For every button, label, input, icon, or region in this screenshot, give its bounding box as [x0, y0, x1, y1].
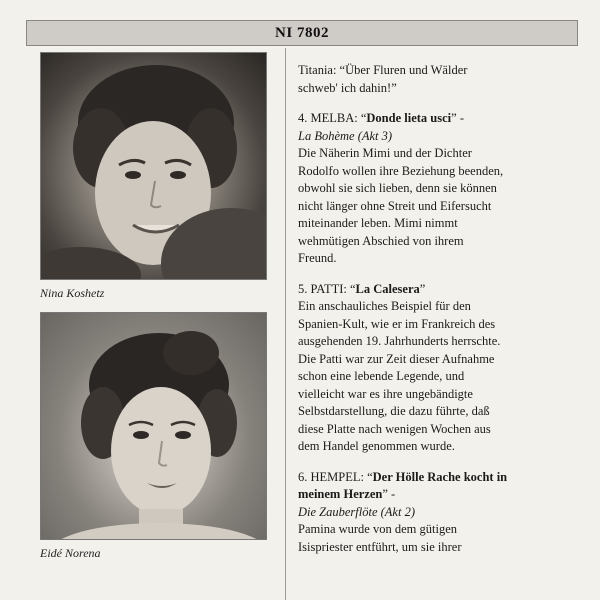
catalog-header: [26, 20, 578, 46]
track-title-cont: meinem Herzen: [298, 487, 383, 501]
body-line: Selbstdarstellung, die dazu führte, daß: [298, 404, 490, 418]
photo-caption: Eidé Norena: [40, 546, 101, 560]
track-suffix: ” -: [451, 111, 464, 125]
track-prefix: 5. PATTI: “: [298, 281, 356, 296]
track-title: Donde lieta usci: [366, 111, 452, 125]
photo-caption: Nina Koshetz: [40, 286, 105, 300]
body-line: Isispriester entführt, um sie ihrer: [298, 539, 462, 554]
portrait-norena-graphic: [41, 313, 267, 540]
body-line: dem Handel genommen wurde.: [298, 439, 455, 453]
body-line: Ein anschauliches Beispiel für den: [298, 299, 471, 313]
track-suffix: ”: [419, 281, 426, 296]
intro-line: Titania: “Über Fluren und Wälder: [298, 63, 468, 77]
body-line: Die Näherin Mimi und der Dichter: [298, 146, 472, 160]
track-title: La Calesera: [355, 281, 420, 296]
column-divider: [285, 48, 286, 600]
body-line: Rodolfo wollen ihre Beziehung beenden,: [298, 163, 504, 178]
track-heading-cont: [298, 486, 590, 504]
body-line: diese Platte nach wenigen Wochen aus: [298, 421, 491, 436]
track-prefix: 6. HEMPEL: “: [298, 469, 373, 484]
body-line: obwohl sie sich lieben, denn sie können: [298, 181, 497, 195]
opera-name: Die Zauberflöte (Akt 2): [298, 504, 415, 519]
body-line: schon eine lebende Legende, und: [298, 369, 465, 383]
body-line: ausgehenden 19. Jahrhunderts herrschte.: [298, 334, 501, 348]
body-line: vielleicht war es ihre ungebändigte: [298, 386, 473, 401]
body-line: Freund.: [298, 251, 337, 265]
track-heading: [298, 469, 590, 487]
body-line: Die Patti war zur Zeit dieser Aufnahme: [298, 351, 495, 366]
text-column: [298, 62, 590, 556]
track-title: Der Hölle Rache kocht in: [372, 469, 508, 484]
track-suffix: ” -: [382, 487, 396, 501]
track-heading: [298, 281, 590, 299]
track-prefix: 4. MELBA: “: [298, 111, 367, 125]
portrait-koshetz-graphic: [41, 53, 267, 280]
portrait-photo-norena: [40, 312, 267, 540]
body-line: Spanien-Kult, wie er im Frankreich des: [298, 316, 496, 331]
intro-line: schweb' ich dahin!”: [298, 80, 397, 95]
track-heading: [298, 110, 590, 128]
body-line: nicht länger ohne Streit und Eifersucht: [298, 198, 492, 213]
body-line: miteinander leben. Mimi nimmt: [298, 216, 458, 230]
body-line: wehmütigen Abschied von ihrem: [298, 233, 464, 248]
catalog-number: NI 7802: [275, 24, 329, 41]
portrait-photo-koshetz: [40, 52, 267, 280]
opera-name: La Bohème (Akt 3): [298, 128, 393, 143]
body-line: Pamina wurde von dem gütigen: [298, 522, 457, 536]
